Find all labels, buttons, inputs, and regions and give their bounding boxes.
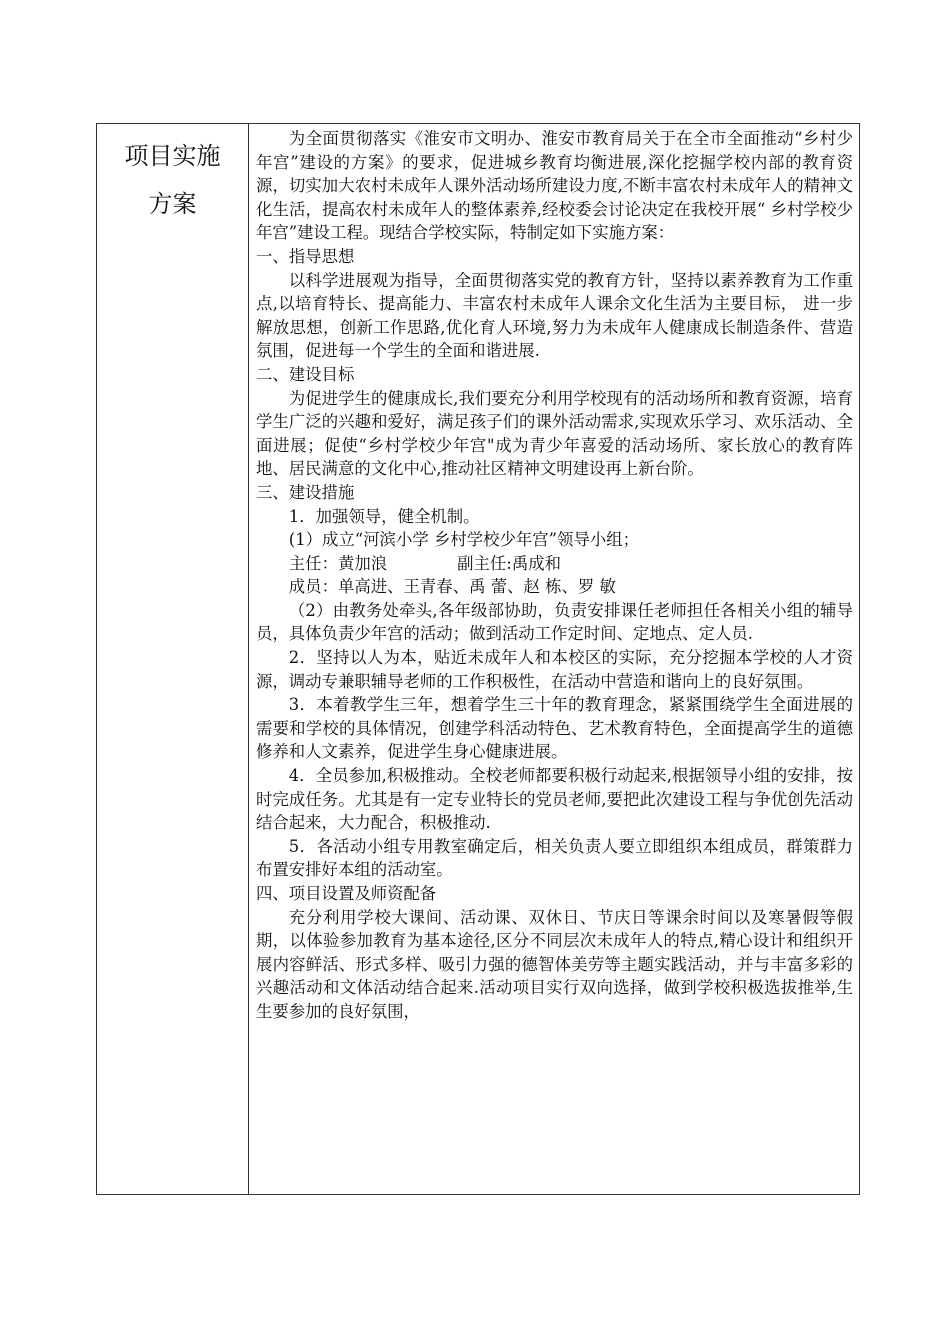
deputy-director: 副主任:禹成和 bbox=[457, 553, 562, 573]
measure-2: 2．坚持以人为本，贴近未成年人和本校区的实际，充分挖掘本学校的人才资源，调动专兼职辅导老师的工作积极性，在活动中营造和谐向上的良好氛围。 bbox=[256, 648, 853, 691]
projects-paragraph: 充分利用学校大课间、活动课、双休日、节庆日等课余时间以及寒暑假等假期，以体验参加教育为基本途径,区分不同层次未成年人的特点,精心设计和组织开展内容鲜活、形式多样、吸引力强的德智体美劳等主题实践活动，并与丰富多彩的兴趣活动和文体活动结合起来.活动项目实行双向选择，做到学校积极选拔推举,生生要参加的良好氛围， bbox=[256, 907, 853, 1021]
guiding-paragraph: 以科学进展观为指导，全面贯彻落实党的教育方针，坚持以素养教育为工作重点,以培育特长、提高能力、丰富农村未成年人课余文化生活为主要目标， 进一步解放思想，创新工作思路,优化育人环境,努力为未成年人健康成长制造条件、营造氛围，促进每一个学生的全面和谐进展. bbox=[256, 270, 853, 361]
label-line-2: 方案 bbox=[148, 190, 197, 218]
intro-paragraph: 为全面贯彻落实《淮安市文明办、淮安市教育局关于在全市全面推动“乡村少年宫”建设的方案》的要求，促进城乡教育均衡进展,深化挖掘学校内部的教育资源，切实加大农村未成年人课外活动场所建设力度,不断丰富农村未成年人的精神文化生活，提高农村未成年人的整体素养,经校委会讨论决定在我校开展“ 乡村学校少年宫”建设工程。现结合学校实际，特制定如下实施方案： bbox=[256, 129, 853, 243]
label-cell bbox=[97, 124, 249, 1194]
section-heading-measures: 三、建设措施 bbox=[256, 482, 355, 502]
section-heading-goals: 二、建设目标 bbox=[256, 364, 355, 384]
label-line-1: 项目实施 bbox=[124, 142, 221, 170]
leader-line bbox=[256, 552, 853, 576]
measure-3: 3．本着教学生三年，想着学生三十年的教育理念，紧紧围绕学生全面进展的需要和学校的具体情况，创建学科活动特色、艺术教育特色，全面提高学生的道德修养和人文素养，促进学生身心健康进展。 bbox=[256, 695, 853, 762]
section-heading-guiding: 一、指导思想 bbox=[256, 246, 355, 266]
measure-5: 5．各活动小组专用教室确定后，相关负责人要立即组织本组成员，群策群力布置安排好本组的活动室。 bbox=[256, 836, 853, 880]
measure-1-sub-2: （2）由教务处牵头,各年级部协助，负责安排课任老师担任各相关小组的辅导员，具体负责少年宫的活动；做到活动工作定时间、定地点、定人员. bbox=[256, 600, 853, 644]
content-cell bbox=[249, 124, 859, 1194]
members-line: 成员：单高进、王青春、禹 蕾、赵 栋、罗 敏 bbox=[288, 577, 616, 597]
director: 主任：黄加浪 bbox=[288, 553, 388, 573]
measure-4: 4．全员参加,积极推动。全校老师都要积极行动起来,根据领导小组的安排，按时完成任务。尤其是有一定专业特长的党员老师,要把此次建设工程与争优创先活动结合起来，大力配合，积极推动. bbox=[256, 766, 853, 833]
measure-1-sub-1: (1）成立“河滨小学 乡村学校少年宫”领导小组； bbox=[288, 530, 640, 550]
plan-table bbox=[96, 123, 860, 1195]
section-heading-projects: 四、项目设置及师资配备 bbox=[256, 884, 437, 903]
goals-paragraph: 为促进学生的健康成长,我们要充分利用学校现有的活动场所和教育资源，培育学生广泛的兴趣和爱好，满足孩子们的课外活动需求,实现欢乐学习、欢乐活动、全面进展；促使“乡村学校少年宫"成为青少年喜爱的活动场所、家长放心的教育阵地、居民满意的文化中心,推动社区精神文明建设再上新台阶。 bbox=[256, 388, 853, 479]
measure-1: 1．加强领导，健全机制。 bbox=[288, 506, 480, 526]
